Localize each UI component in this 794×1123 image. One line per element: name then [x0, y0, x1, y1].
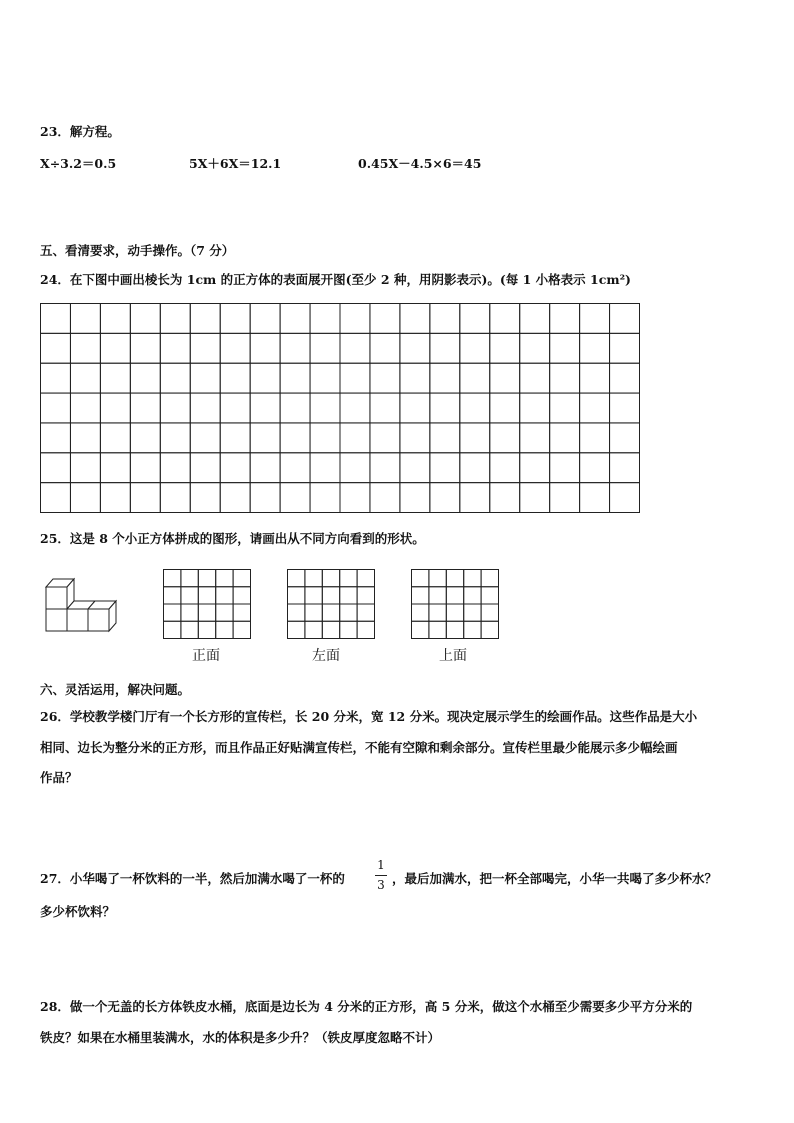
- grid-cell: [250, 363, 280, 393]
- view-grid-cell: [216, 587, 233, 604]
- grid-cell: [400, 483, 430, 513]
- grid-cell: [520, 393, 550, 423]
- label-top: 上面: [439, 648, 467, 664]
- grid-cell: [41, 483, 71, 513]
- grid-cell: [220, 304, 250, 334]
- q27-part-2: ，最后加满水，把一杯全部喝完，小华一共喝了多少杯水？: [392, 871, 718, 886]
- grid-cell: [610, 304, 640, 334]
- view-grid-cell: [412, 621, 429, 638]
- view-grid-cell: [412, 587, 429, 604]
- view-grid-cell: [305, 604, 322, 621]
- grid-cell: [520, 363, 550, 393]
- grid-cell: [160, 483, 190, 513]
- grid-cell: [430, 453, 460, 483]
- grid-cell: [41, 304, 71, 334]
- grid-cell: [340, 423, 370, 453]
- grid-cell: [280, 393, 310, 423]
- view-grid-cell: [464, 587, 481, 604]
- grid-cell: [490, 453, 520, 483]
- grid-cell: [100, 393, 130, 423]
- grid-cell: [460, 483, 490, 513]
- grid-cell: [550, 363, 580, 393]
- grid-cell: [340, 363, 370, 393]
- grid-cell: [430, 333, 460, 363]
- grid-cell: [490, 483, 520, 513]
- q26-line-1: 26．学校教学楼门厅有一个长方形的宣传栏，长 20 分米，宽 12 分米。现决定展示学生的绘画作品。这些作品是大小: [40, 709, 698, 724]
- grid-cell: [430, 423, 460, 453]
- grid-cell: [610, 453, 640, 483]
- grid-cell: [460, 304, 490, 334]
- grid-cell: [190, 453, 220, 483]
- grid-cell: [580, 393, 610, 423]
- view-grid-cell: [181, 570, 198, 587]
- grid-cell: [490, 304, 520, 334]
- view-grid-cell: [164, 621, 181, 638]
- view-grid-cell: [340, 621, 357, 638]
- view-grid-cell: [322, 604, 339, 621]
- view-grid-cell: [216, 621, 233, 638]
- grid-cell: [100, 333, 130, 363]
- grid-cell: [280, 333, 310, 363]
- grid-cell: [370, 423, 400, 453]
- q27-part-1: 27．小华喝了一杯饮料的一半，然后加满水喝了一杯的: [40, 871, 345, 886]
- q23-equation-1: X÷3.2＝0.5: [40, 156, 117, 171]
- view-grid-cell: [357, 604, 374, 621]
- q24-text: 24．在下图中画出棱长为 1cm 的正方体的表面展开图(至少 2 种，用阴影表示)。(每 1 小格表示 1cm²): [40, 272, 631, 287]
- grid-cell: [130, 483, 160, 513]
- view-grid-cell: [340, 604, 357, 621]
- grid-cell: [370, 483, 400, 513]
- grid-cell: [280, 483, 310, 513]
- fraction-numerator: 1: [377, 858, 385, 872]
- grid-cell: [220, 453, 250, 483]
- view-grid-cell: [288, 570, 305, 587]
- grid-cell: [490, 393, 520, 423]
- grid-cell: [130, 423, 160, 453]
- view-grid-cell: [412, 604, 429, 621]
- view-grid-cell: [357, 570, 374, 587]
- grid-cell: [160, 304, 190, 334]
- view-grid-cell: [481, 587, 498, 604]
- view-grid-cell: [164, 570, 181, 587]
- grid-cell: [400, 363, 430, 393]
- grid-cell: [160, 423, 190, 453]
- grid-cell: [340, 304, 370, 334]
- grid-cell: [550, 423, 580, 453]
- view-grid-cell: [446, 604, 463, 621]
- q25-text: 25．这是 8 个小正方体拼成的图形，请画出从不同方向看到的形状。: [40, 531, 425, 546]
- view-grid-cell: [288, 587, 305, 604]
- q26-line-3: 作品？: [40, 770, 78, 785]
- view-grid-cell: [464, 570, 481, 587]
- view-grid-cell: [464, 604, 481, 621]
- grid-cell: [310, 453, 340, 483]
- grid-cell: [460, 363, 490, 393]
- view-grid-cell: [181, 621, 198, 638]
- grid-cell: [610, 363, 640, 393]
- grid-cell: [610, 333, 640, 363]
- grid-cell: [280, 304, 310, 334]
- grid-cell: [190, 483, 220, 513]
- grid-cell: [490, 363, 520, 393]
- grid-cell: [100, 453, 130, 483]
- grid-cell: [190, 363, 220, 393]
- grid-cell: [41, 363, 71, 393]
- grid-cell: [580, 363, 610, 393]
- view-grid-cell: [322, 621, 339, 638]
- grid-cell: [130, 393, 160, 423]
- q26-line-2: 相同、边长为整分米的正方形，而且作品正好贴满宣传栏，不能有空隙和剩余部分。宣传栏里最少能展示多少幅绘画: [40, 740, 678, 755]
- grid-cell: [430, 304, 460, 334]
- grid-cell: [130, 304, 160, 334]
- grid-cell: [250, 453, 280, 483]
- section-6-title: 六、灵活运用，解决问题。: [40, 682, 191, 697]
- label-front: 正面: [192, 648, 220, 664]
- grid-cell: [580, 304, 610, 334]
- grid-cell: [160, 363, 190, 393]
- grid-cell: [310, 333, 340, 363]
- grid-cell: [550, 393, 580, 423]
- grid-cell: [370, 333, 400, 363]
- view-grid-cell: [288, 604, 305, 621]
- fraction-bar: [375, 875, 387, 876]
- grid-cell: [520, 453, 550, 483]
- grid-cell: [250, 483, 280, 513]
- view-grid-cell: [429, 587, 446, 604]
- view-grid-cell: [429, 621, 446, 638]
- grid-cell: [280, 363, 310, 393]
- view-grid-cell: [357, 587, 374, 604]
- view-grid-cell: [322, 570, 339, 587]
- grid-cell: [550, 453, 580, 483]
- view-grid-cell: [481, 621, 498, 638]
- q28-line-2: 铁皮？如果在水桶里装满水，水的体积是多少升？（铁皮厚度忽略不计）: [40, 1030, 441, 1045]
- grid-cell: [310, 423, 340, 453]
- view-grid-cell: [412, 570, 429, 587]
- grid-cell: [220, 483, 250, 513]
- view-grid-cell: [305, 621, 322, 638]
- grid-cell: [220, 423, 250, 453]
- q24-grid: [40, 303, 640, 513]
- section-5-title: 五、看清要求，动手操作。（7 分）: [40, 243, 235, 258]
- grid-cell: [100, 363, 130, 393]
- grid-cell: [460, 393, 490, 423]
- grid-cell: [190, 333, 220, 363]
- grid-cell: [370, 304, 400, 334]
- view-grid-cell: [198, 570, 215, 587]
- grid-cell: [130, 453, 160, 483]
- view-grid-cell: [216, 604, 233, 621]
- view-grid-cell: [164, 587, 181, 604]
- view-grid-cell: [233, 570, 250, 587]
- grid-cell: [370, 393, 400, 423]
- grid-cell: [70, 483, 100, 513]
- view-grid-cell: [446, 621, 463, 638]
- grid-cell: [400, 333, 430, 363]
- view-grid-cell: [233, 587, 250, 604]
- grid-cell: [400, 304, 430, 334]
- grid-cell: [460, 453, 490, 483]
- view-grid-cell: [198, 604, 215, 621]
- grid-cell: [160, 333, 190, 363]
- q28-line-1: 28．做一个无盖的长方体铁皮水桶，底面是边长为 4 分米的正方形，高 5 分米，做这个水桶至少需要多少平方分米的: [40, 999, 693, 1014]
- view-grid-cell: [198, 621, 215, 638]
- grid-cell: [70, 363, 100, 393]
- q23-title: 23．解方程。: [40, 124, 120, 139]
- grid-cell: [460, 423, 490, 453]
- grid-cell: [70, 453, 100, 483]
- grid-cell: [400, 393, 430, 423]
- view-grid-cell: [357, 621, 374, 638]
- view-grid-cell: [216, 570, 233, 587]
- q27-line-2: 多少杯饮料？: [40, 904, 116, 919]
- grid-cell: [250, 333, 280, 363]
- grid-cell: [430, 483, 460, 513]
- view-grid-top: [411, 569, 499, 639]
- grid-cell: [430, 393, 460, 423]
- grid-cell: [220, 333, 250, 363]
- view-grid-cell: [181, 604, 198, 621]
- grid-cell: [610, 423, 640, 453]
- grid-cell: [490, 333, 520, 363]
- grid-cell: [190, 423, 220, 453]
- label-left: 左面: [312, 648, 340, 664]
- q27-fraction: [374, 857, 388, 895]
- view-grid-cell: [429, 570, 446, 587]
- cube-figure: [40, 570, 130, 638]
- view-grid-cell: [322, 587, 339, 604]
- view-grid-front: [163, 569, 251, 639]
- grid-cell: [520, 423, 550, 453]
- grid-cell: [400, 423, 430, 453]
- grid-cell: [41, 333, 71, 363]
- grid-cell: [430, 363, 460, 393]
- grid-cell: [70, 333, 100, 363]
- grid-cell: [130, 363, 160, 393]
- grid-cell: [70, 423, 100, 453]
- view-grid-cell: [464, 621, 481, 638]
- grid-cell: [340, 333, 370, 363]
- grid-cell: [520, 333, 550, 363]
- grid-cell: [580, 453, 610, 483]
- grid-cell: [220, 363, 250, 393]
- grid-cell: [370, 363, 400, 393]
- view-grid-cell: [446, 587, 463, 604]
- grid-cell: [100, 423, 130, 453]
- view-grid-cell: [233, 604, 250, 621]
- grid-cell: [41, 453, 71, 483]
- grid-cell: [250, 304, 280, 334]
- view-grid-cell: [340, 587, 357, 604]
- view-grid-cell: [429, 604, 446, 621]
- grid-cell: [370, 453, 400, 483]
- view-grid-cell: [181, 587, 198, 604]
- grid-cell: [41, 423, 71, 453]
- grid-cell: [100, 304, 130, 334]
- grid-cell: [100, 483, 130, 513]
- grid-cell: [220, 393, 250, 423]
- grid-cell: [310, 483, 340, 513]
- grid-cell: [340, 453, 370, 483]
- grid-cell: [70, 304, 100, 334]
- grid-cell: [550, 304, 580, 334]
- view-grid-cell: [340, 570, 357, 587]
- grid-cell: [250, 393, 280, 423]
- q23-equation-2: 5X＋6X＝12.1: [189, 156, 282, 171]
- grid-cell: [160, 393, 190, 423]
- view-grid-cell: [446, 570, 463, 587]
- view-grid-cell: [164, 604, 181, 621]
- grid-cell: [190, 393, 220, 423]
- view-grid-cell: [233, 621, 250, 638]
- grid-cell: [280, 453, 310, 483]
- grid-cell: [580, 423, 610, 453]
- grid-cell: [460, 333, 490, 363]
- grid-cell: [550, 333, 580, 363]
- grid-cell: [580, 333, 610, 363]
- fraction-denominator: 3: [377, 878, 385, 892]
- grid-cell: [400, 453, 430, 483]
- view-grid-cell: [305, 570, 322, 587]
- grid-cell: [130, 333, 160, 363]
- grid-cell: [340, 483, 370, 513]
- view-grid-cell: [288, 621, 305, 638]
- grid-cell: [490, 423, 520, 453]
- grid-cell: [310, 393, 340, 423]
- grid-cell: [520, 304, 550, 334]
- grid-cell: [250, 423, 280, 453]
- view-grid-cell: [481, 604, 498, 621]
- grid-cell: [41, 393, 71, 423]
- q23-equation-3: 0.45X－4.5×6＝45: [358, 156, 482, 171]
- grid-cell: [190, 304, 220, 334]
- grid-cell: [550, 483, 580, 513]
- grid-cell: [280, 423, 310, 453]
- grid-cell: [310, 363, 340, 393]
- grid-cell: [610, 393, 640, 423]
- grid-cell: [70, 393, 100, 423]
- grid-cell: [520, 483, 550, 513]
- grid-cell: [310, 304, 340, 334]
- grid-cell: [580, 483, 610, 513]
- grid-cell: [160, 453, 190, 483]
- grid-cell: [610, 483, 640, 513]
- grid-cell: [340, 393, 370, 423]
- view-grid-cell: [198, 587, 215, 604]
- view-grid-cell: [481, 570, 498, 587]
- view-grid-cell: [305, 587, 322, 604]
- view-grid-left: [287, 569, 375, 639]
